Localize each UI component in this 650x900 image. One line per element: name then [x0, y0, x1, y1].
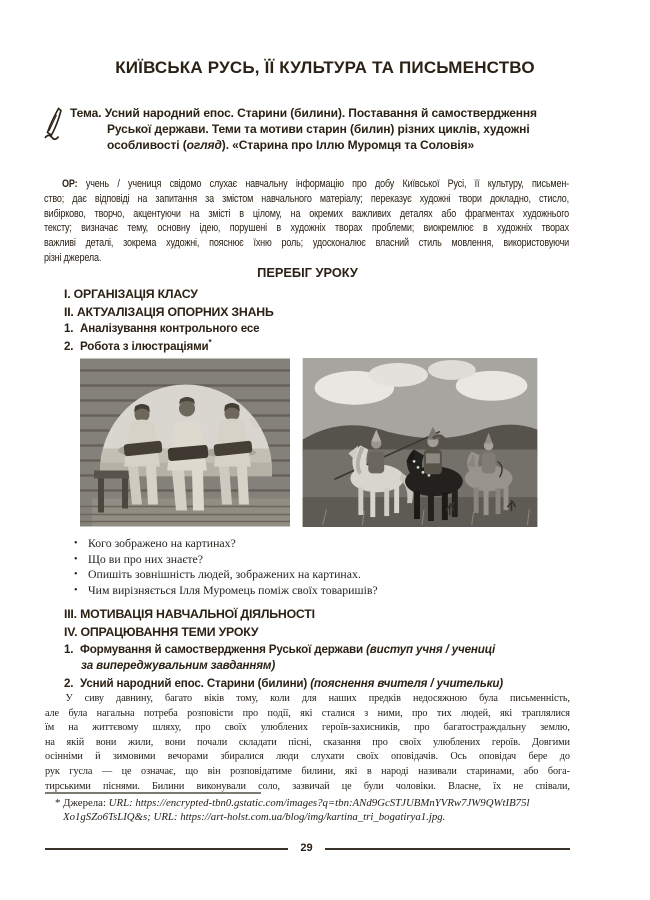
footnote-separator	[45, 792, 261, 794]
question-item: • Що ви про них знаєте?	[74, 551, 204, 566]
body-line: У сиву давнину, багато віків тому, коли для наших предків недосяжною була письменність,	[65, 692, 570, 704]
body-line: тирськими піснями. Билини виконували соло, зазвичай це були чоловіки. Власне, їх не співали,	[45, 779, 570, 792]
page-title: КИЇВСЬКА РУСЬ, ЇЇ КУЛЬТУРА ТА ПИСЬМЕНСТВО	[115, 58, 535, 77]
lesson-flow-heading: ПЕРЕБІГ УРОКУ	[257, 265, 358, 280]
footnote-mark: *	[55, 797, 61, 809]
body-line: їм на життєвому шляху, про своїх улюблених героїв-захисників, про багатостраждальну землю,	[45, 721, 570, 734]
section-heading-3: ІІІ. МОТИВАЦІЯ НАВЧАЛЬНОЇ ДІЯЛЬНОСТІ	[64, 607, 315, 621]
or-line: тексту; визначає тему, основну ідею, порушені в художніх творах проблеми; виокремлює в художніх творах	[44, 222, 569, 235]
or-line: ство; дає відповіді на запитання за змістом навчального матеріалу; переказує художні твори докладно, стисло,	[44, 192, 569, 205]
body-line: але була нагальна потреба розповісти про події, які сталися з ними, про тих людей, які траплялися	[45, 706, 570, 719]
bullet-icon: •	[74, 553, 78, 565]
theme-text	[68, 105, 537, 153]
questions-list	[74, 536, 554, 598]
topic-item-2: 2. Усний народний епос. Старини (билини) (пояснення вчителя / учительки)	[64, 677, 504, 690]
theme-line-1: Тема. Усний народний епос. Старини (билини). Поставання й самоствердження	[70, 106, 537, 120]
or-line: вибірково, творчо, акцентуючи на змісті в цілому, на окремих важливих деталях або фрагментах художнього	[44, 207, 569, 220]
bullet-icon: •	[74, 584, 78, 596]
or-line: важливі деталі, зокрема художні, пояснює їхню роль; удосконалює власний стиль мовлення, використовуючи	[44, 237, 569, 250]
footnote-line-1: * Джерела: URL: https://encrypted-tbn0.gstatic.com/images?q=tbn:ANd9GcSTJUBMnYVRw7JW9QWtIB75l	[55, 797, 530, 809]
theme-line-2: Руської держави. Теми та мотиви старин (билин) різних циклів, художні	[107, 122, 530, 136]
activity-item-2: 2. Робота з ілюстраціями*	[64, 338, 212, 353]
footnote-url-1: https://encrypted-tbn0.gstatic.com/images?q=tbn:ANd9GcSTJUBMnYVRw7JW9QWtIB75l	[135, 797, 530, 809]
page-number: 29	[300, 842, 313, 854]
body-line: осінніми й зимовими вечорами збиралися люди слухати своїх оповідачів. Ось оповідач бере до	[45, 750, 570, 763]
section-heading-4: IV. ОПРАЦЮВАННЯ ТЕМИ УРОКУ	[64, 625, 259, 639]
or-label: ОР:	[62, 178, 78, 190]
footer-rule-left	[45, 848, 288, 850]
body-line: на якій вони жили, вони почали складати пісні, сказання про своїх улюблених героїв. Довгими	[45, 735, 570, 748]
footnote-marker: *	[208, 338, 212, 348]
theme-block	[42, 105, 582, 153]
footnote	[55, 797, 575, 824]
or-line: різні джерела.	[44, 251, 102, 264]
footnote-url-2: https://art-holst.com.ua/blog/img/kartina_tri_bogatirya1.jpg.	[180, 810, 446, 823]
theme-label: Тема.	[70, 106, 102, 120]
section-heading-1: І. ОРГАНІЗАЦІЯ КЛАСУ	[64, 287, 198, 301]
guslars-painting	[80, 358, 290, 527]
body-line: рук гусла — це означає, що він розповідатиме билини, які в народі називали старинами, або бога-	[45, 764, 570, 777]
question-item: • Опишіть зовнішність людей, зображених на картинах.	[74, 567, 361, 582]
footnote-label: Джерела:	[63, 797, 106, 809]
footer-rule-right	[325, 848, 570, 850]
expected-results-paragraph	[44, 177, 569, 266]
question-item: • Чим вирізняється Ілля Муромець поміж своїх товаришів?	[74, 582, 378, 597]
body-paragraph	[45, 691, 570, 793]
theme-line-3: особливості (огляд). «Старина про Іллю Муромця та Соловія»	[107, 138, 475, 152]
or-line: ОР: учень / учениця свідомо слухає навчальну інформацію про добу Київської Русі, її культуру, письмен-	[62, 178, 569, 190]
pen-nib-icon	[42, 107, 68, 143]
bullet-icon: •	[74, 538, 78, 549]
question-item: • Кого зображено на картинах?	[74, 536, 236, 550]
section-heading-2: ІІ. АКТУАЛІЗАЦІЯ ОПОРНИХ ЗНАНЬ	[64, 305, 274, 319]
footnote-line-2: Xo1gSZo6TsLIQ&s; URL: https://art-holst.com.ua/blog/img/kartina_tri_bogatirya1.jpg.	[63, 810, 446, 823]
three-bogatyrs-painting	[302, 358, 538, 527]
topic-item-1: 1. Формування й самоствердження Руської держави (виступ учня / учениці за випереджувальним завданням)	[64, 643, 496, 672]
bullet-icon: •	[74, 569, 78, 581]
activity-item-1: 1. Аналізування контрольного есе	[64, 322, 260, 335]
